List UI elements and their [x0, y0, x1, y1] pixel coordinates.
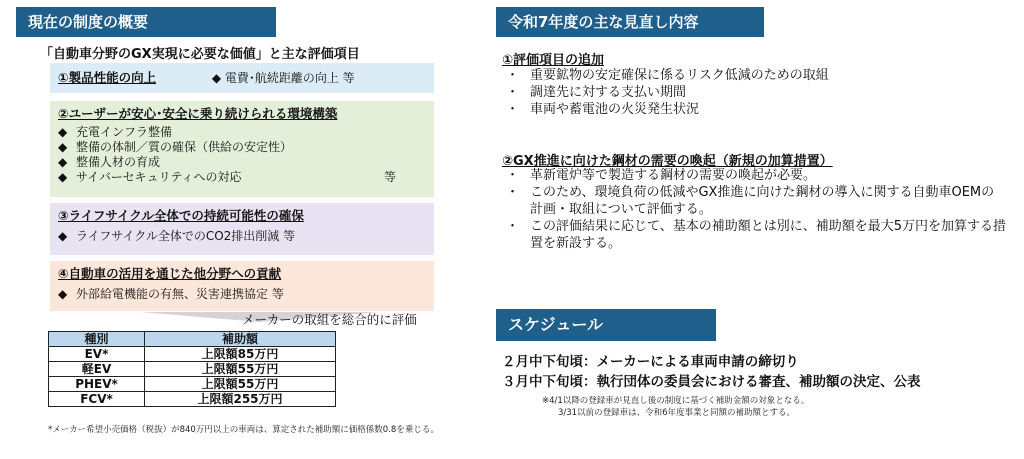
list-item: ◆ ライフサイクル全体でのCO2排出削減 等 [58, 229, 296, 243]
right-section-header: 令和7年度の主な見直し内容 [496, 7, 764, 37]
table-cell: 上限額55万円 [145, 362, 336, 377]
table-cell: 軽EV [49, 362, 145, 377]
table-cell: 上限額255万円 [145, 392, 336, 407]
column-header-amount: 補助額 [145, 332, 336, 347]
table-cell: PHEV* [49, 377, 145, 392]
evaluation-subtitle: 「自動車分野のGX実現に必要な価値」と主な評価項目 [40, 47, 360, 62]
evaluation-note: メーカーの取組を総合的に評価 [242, 312, 417, 327]
list-item: ◆ サイバーセキュリティへの対応 等 [58, 170, 396, 184]
table-cell: 上限額55万円 [145, 377, 336, 392]
subsidy-table [48, 331, 336, 407]
etc-label: 等 [383, 170, 396, 184]
table-header-row [49, 332, 336, 347]
schedule-line-1: ２月中下旬頃：メーカーによる車両申請の締切り [502, 354, 799, 370]
table-row [49, 362, 336, 377]
schedule-note-2: 3/31以前の登録車は、令和6年度事業と同額の補助額とする。 [558, 408, 795, 418]
list-item: ・ 車両や蓄電池の火災発生状況 [506, 102, 700, 117]
left-section-header: 現在の制度の概要 [16, 7, 276, 37]
schedule-line-2: ３月中下旬頃：執行団体の委員会における審査、補助額の決定、公表 [502, 374, 921, 390]
revision-1-title: ①評価項目の追加 [502, 53, 605, 68]
table-row [49, 347, 336, 362]
table-row [49, 377, 336, 392]
list-item: ◆ 整備人材の育成 [58, 155, 161, 169]
criteria-box-3 [50, 203, 434, 255]
list-item: ◆ 整備の体制／質の確保（供給の安定性） [58, 140, 293, 154]
criteria-box-2 [50, 101, 434, 197]
list-item: ・ この評価結果に応じて、基本の補助額とは別に、補助額を最大5万円を加算する措置を新設する。 [506, 219, 1007, 251]
table-row [49, 392, 336, 407]
list-item: ・ 重要鉱物の安定確保に係るリスク低減のための取組 [506, 68, 829, 83]
schedule-note-1: ※4/1以降の登録車が見直し後の制度に基づく補助金額の対象となる。 [542, 396, 810, 406]
column-header-type: 種別 [49, 332, 145, 347]
schedule-note [542, 395, 809, 419]
list-item: ・ このため、環境負荷の低減やGX推進に向けた鋼材の導入に関する自動車OEMの計画・取組について評価する。 [506, 185, 995, 217]
list-item: ・ 調達先に対する支払い期間 [506, 85, 687, 100]
table-cell: FCV* [49, 392, 145, 407]
list-item: ◆ 外部給電機能の有無、災害連携協定 等 [58, 287, 284, 301]
footnote: *メーカー希望小売価格（税抜）が840万円以上の車両は、算定された補助額に価格係数0.8を乗じる。 [48, 425, 439, 435]
revision-1-list [506, 67, 1006, 118]
criteria-box-1 [50, 63, 434, 93]
list-item: ◆ 充電インフラ整備 [58, 125, 173, 139]
criteria-4-title: ④自動車の活用を通じた他分野への貢献 [58, 266, 282, 281]
table-cell: 上限額85万円 [145, 347, 336, 362]
criteria-1-item: ◆ 電費･航続距離の向上 等 [211, 71, 355, 85]
criteria-1-title: ①製品性能の向上 [58, 70, 157, 85]
criteria-box-4 [50, 261, 434, 311]
criteria-3-title: ③ライフサイクル全体での持続可能性の確保 [58, 208, 304, 223]
criteria-2-title: ②ユーザーが安心･安全に乗り続けられる環境構築 [58, 106, 338, 121]
revision-2-list [506, 167, 1006, 252]
list-item: ・ 革新電炉等で製造する鋼材の需要の喚起が必要。 [506, 168, 817, 183]
revision-2-title: ②GX推進に向けた鋼材の需要の喚起（新規の加算措置） [502, 154, 833, 169]
schedule-header: スケジュール [496, 309, 716, 341]
table-cell: EV* [49, 347, 145, 362]
